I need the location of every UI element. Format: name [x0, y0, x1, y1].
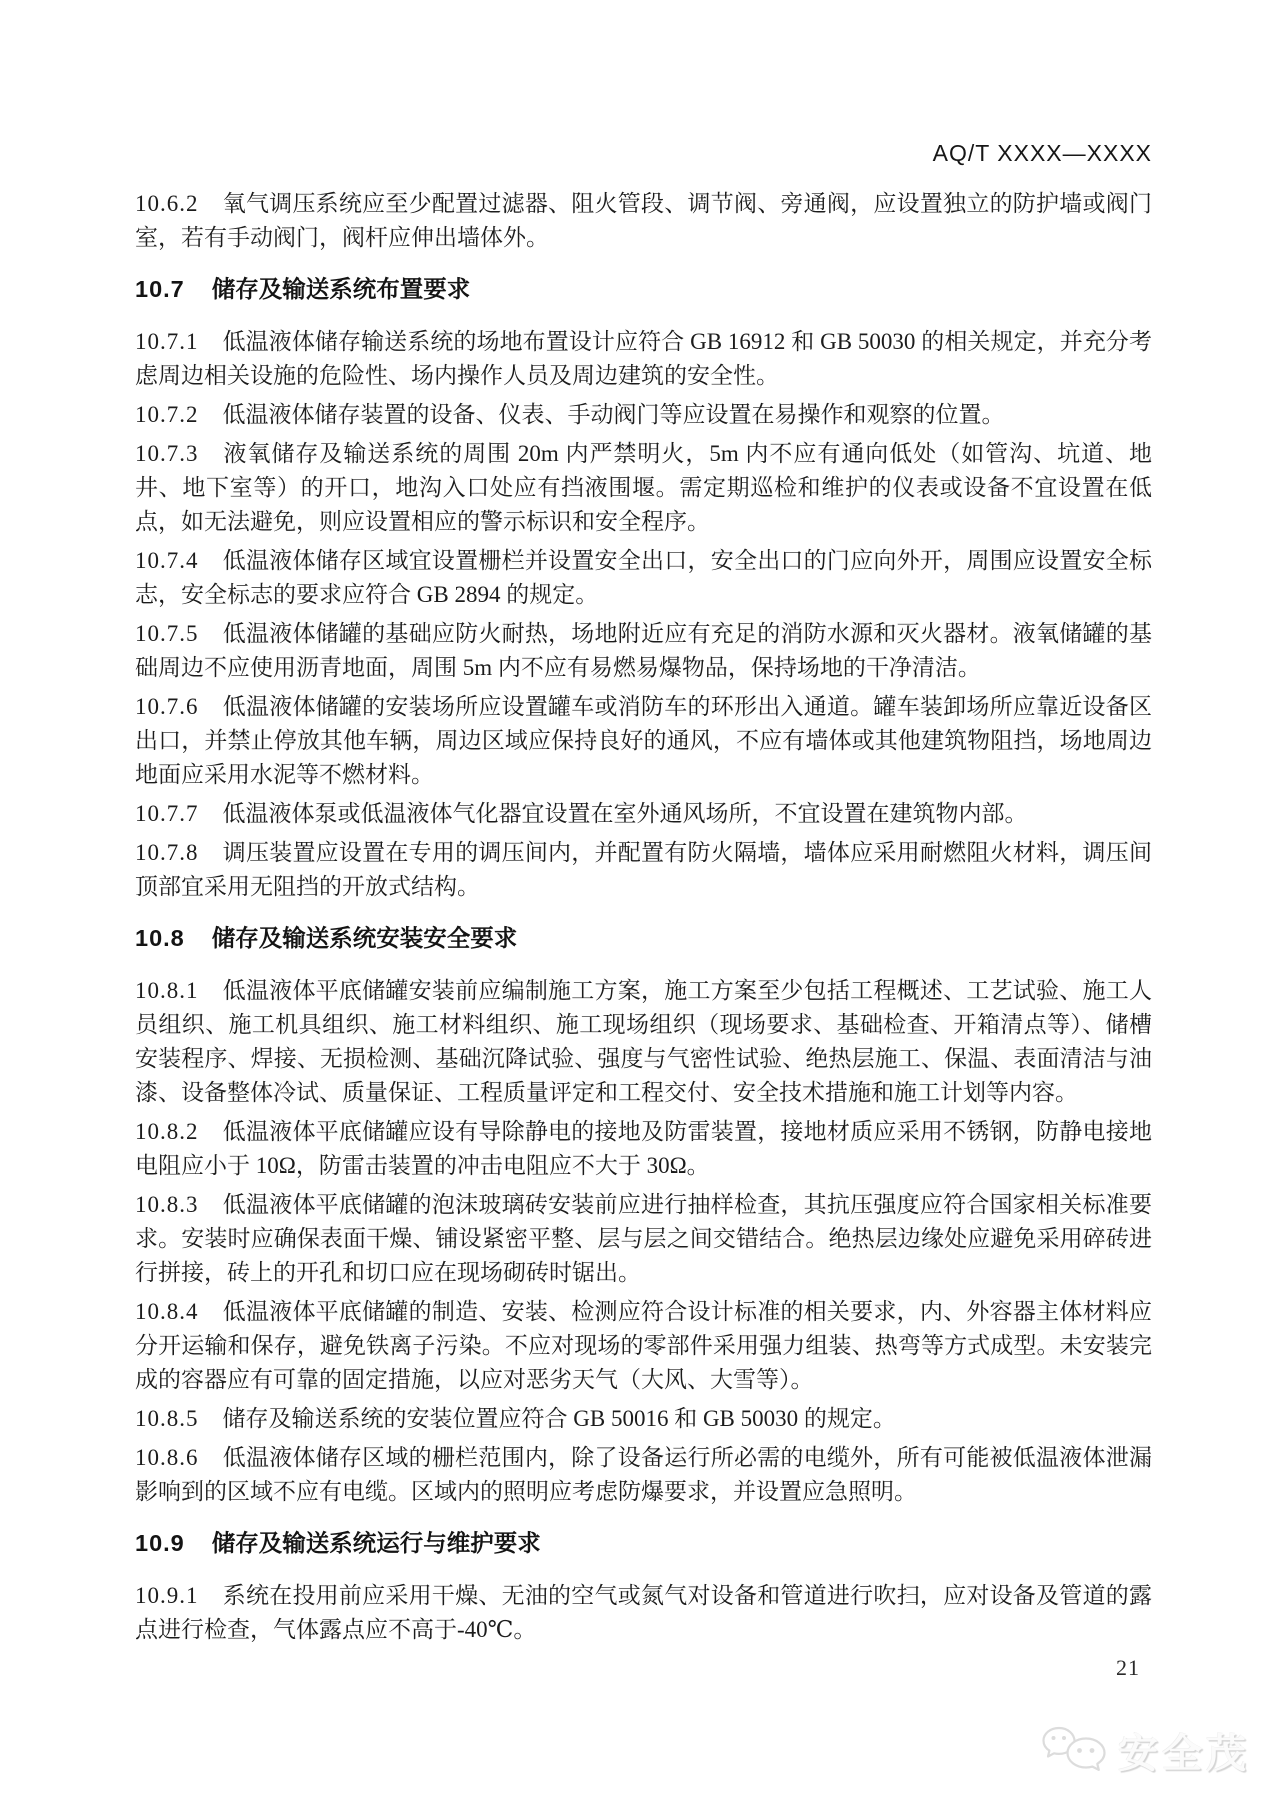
clause-number: 10.8.3	[135, 1192, 199, 1217]
clause-paragraph	[135, 797, 1152, 831]
watermark	[1041, 1722, 1250, 1779]
clause-number: 10.7.7	[135, 801, 199, 826]
clause-paragraph	[135, 836, 1152, 904]
clause-number: 10.7.8	[135, 840, 199, 865]
watermark-text: 安全茂	[1118, 1732, 1250, 1776]
clause-paragraph	[135, 1441, 1152, 1509]
clause-text: 低温液体储存输送系统的场地布置设计应符合 GB 16912 和 GB 50030 的相关规定，并充分考虑周边相关设施的危险性、场内操作人员及周边建筑的安全性。	[135, 329, 1152, 388]
clause-number: 10.8.4	[135, 1299, 199, 1324]
standard-number: AQ/T XXXX—XXXX	[932, 140, 1152, 166]
clause-number: 10.8.5	[135, 1406, 199, 1431]
page-number: 21	[1116, 1655, 1140, 1680]
clause-paragraph	[135, 437, 1152, 539]
clause-paragraph	[135, 617, 1152, 685]
clause-text: 低温液体平底储罐的制造、安装、检测应符合设计标准的相关要求，内、外容器主体材料应分开运输和保存，避免铁离子污染。不应对现场的零部件采用强力组装、热弯等方式成型。未安装完成的容器应有可靠的固定措施，以应对恶劣天气（大风、大雪等）。	[135, 1299, 1152, 1392]
clause-text: 低温液体平底储罐安装前应编制施工方案，施工方案至少包括工程概述、工艺试验、施工人员组织、施工机具组织、施工材料组织、施工现场组织（现场要求、基础检查、开箱清点等）、储槽安装程序、焊接、无损检测、基础沉降试验、强度与气密性试验、绝热层施工、保温、表面清洁与油漆、设备整体冷试、质量保证、工程质量评定和工程交付、安全技术措施和施工计划等内容。	[135, 978, 1152, 1105]
clause-text: 低温液体平底储罐应设有导除静电的接地及防雷装置，接地材质应采用不锈钢，防静电接地电阻应小于 10Ω，防雷击装置的冲击电阻应不大于 30Ω。	[135, 1119, 1152, 1178]
clause-text: 液氧储存及输送系统的周围 20m 内严禁明火，5m 内不应有通向低处（如管沟、坑道、地井、地下室等）的开口，地沟入口处应有挡液围堰。需定期巡检和维护的仪表或设备不宜设置在低点，如无法避免，则应设置相应的警示标识和安全程序。	[135, 441, 1152, 534]
clause-text: 低温液体储罐的基础应防火耐热，场地附近应有充足的消防水源和灭火器材。液氧储罐的基础周边不应使用沥青地面，周围 5m 内不应有易燃易爆物品，保持场地的干净清洁。	[135, 621, 1152, 680]
clause-paragraph	[135, 1295, 1152, 1397]
clause-number: 10.8	[135, 925, 185, 951]
clause-paragraph	[135, 544, 1152, 612]
clause-paragraph	[135, 1115, 1152, 1183]
page-header	[135, 140, 1152, 167]
clause-number: 10.7	[135, 276, 185, 302]
clause-text: 低温液体储罐的安装场所应设置罐车或消防车的环形出入通道。罐车装卸场所应靠近设备区出口，并禁止停放其他车辆，周边区域应保持良好的通风，不应有墙体或其他建筑物阻挡，场地周边地面应采用水泥等不燃材料。	[135, 694, 1152, 787]
clause-text: 储存及输送系统安装安全要求	[211, 925, 518, 951]
clause-number: 10.7.6	[135, 694, 199, 719]
clause-paragraph	[135, 690, 1152, 792]
clause-text: 氧气调压系统应至少配置过滤器、阻火管段、调节阀、旁通阀，应设置独立的防护墙或阀门室，若有手动阀门，阀杆应伸出墙体外。	[135, 191, 1152, 250]
clause-paragraph	[135, 325, 1152, 393]
clause-number: 10.7.2	[135, 402, 199, 427]
clause-number: 10.8.6	[135, 1445, 199, 1470]
clause-text: 调压装置应设置在专用的调压间内，并配置有防火隔墙，墙体应采用耐燃阻火材料，调压间顶部宜采用无阻挡的开放式结构。	[135, 840, 1152, 899]
clause-paragraph	[135, 398, 1152, 432]
clause-text: 低温液体储存区域的栅栏范围内，除了设备运行所必需的电缆外，所有可能被低温液体泄漏影响到的区域不应有电缆。区域内的照明应考虑防爆要求，并设置应急照明。	[135, 1445, 1152, 1504]
clause-number: 10.9	[135, 1530, 185, 1556]
clause-text: 储存及输送系统的安装位置应符合 GB 50016 和 GB 50030 的规定。	[222, 1406, 896, 1431]
clause-text: 系统在投用前应采用干燥、无油的空气或氮气对设备和管道进行吹扫，应对设备及管道的露点进行检查，气体露点应不高于-40℃。	[135, 1583, 1152, 1642]
clause-number: 10.9.1	[135, 1583, 199, 1608]
clause-number: 10.8.1	[135, 978, 199, 1003]
clause-paragraph	[135, 974, 1152, 1110]
clause-text: 低温液体泵或低温液体气化器宜设置在室外通风场所，不宜设置在建筑物内部。	[222, 801, 1028, 826]
clause-paragraph	[135, 187, 1152, 255]
clause-number: 10.6.2	[135, 191, 199, 216]
document-body	[135, 187, 1152, 1647]
clause-number: 10.8.2	[135, 1119, 199, 1144]
clause-number: 10.7.1	[135, 329, 199, 354]
clause-text: 储存及输送系统运行与维护要求	[211, 1530, 541, 1556]
clause-paragraph	[135, 1579, 1152, 1647]
clause-text: 低温液体储存区域宜设置栅栏并设置安全出口，安全出口的门应向外开，周围应设置安全标志，安全标志的要求应符合 GB 2894 的规定。	[135, 548, 1152, 607]
clause-number: 10.7.3	[135, 441, 199, 466]
clause-text: 低温液体储存装置的设备、仪表、手动阀门等应设置在易操作和观察的位置。	[222, 402, 1005, 427]
section-heading	[135, 1526, 1152, 1560]
clause-text: 储存及输送系统布置要求	[211, 276, 471, 302]
clause-number: 10.7.5	[135, 621, 199, 646]
clause-paragraph	[135, 1188, 1152, 1290]
clause-number: 10.7.4	[135, 548, 199, 573]
chat-bubbles-icon	[1041, 1725, 1109, 1777]
section-heading	[135, 272, 1152, 306]
clause-paragraph	[135, 1402, 1152, 1436]
section-heading	[135, 921, 1152, 955]
clause-text: 低温液体平底储罐的泡沫玻璃砖安装前应进行抽样检查，其抗压强度应符合国家相关标准要求。安装时应确保表面干燥、铺设紧密平整、层与层之间交错结合。绝热层边缘处应避免采用碎砖进行拼接，砖上的开孔和切口应在现场砌砖时锯出。	[135, 1192, 1152, 1285]
